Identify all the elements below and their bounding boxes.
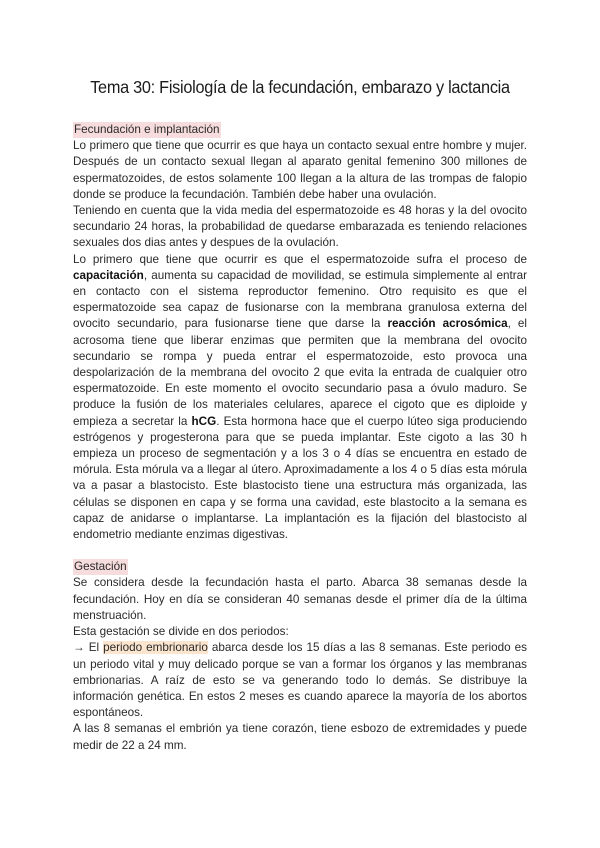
- text-run: , el acrosoma tiene que liberar enzimas que permiten que la membrana del ovocito secundario se rompa y pueda entrar el espermatozoide, esto provoca una despolarización de la membrana del ovocito 2 que evita la entrada de cualquier otro espermatozoide. En este momento el ovocito secundario pasa a óvulo maduro. Se produce la fusión de los materiales celulares, aparece el cigoto que es diploide y empieza a secretar la: [73, 317, 527, 428]
- paragraph-capacitacion: [73, 252, 527, 544]
- arrow-text: → El: [73, 641, 104, 655]
- section-heading-fecundacion: Fecundación e implantación: [73, 122, 221, 138]
- paragraph-periodos: Esta gestación se divide en dos periodos:: [73, 625, 289, 639]
- bold-term-reaccion-acrosomica: reacción acrosómica: [387, 317, 508, 331]
- paragraph-ocho-semanas: A las 8 semanas el embrión ya tiene corazón, tiene esbozo de extremidades y puede medir de 22 a 24 mm.: [73, 722, 527, 752]
- bold-term-hcg: hCG: [191, 414, 217, 428]
- paragraph-gestacion-definicion: Se considera desde la fecundación hasta el parto. Abarca 38 semanas desde la fecundación. Hoy en día se consideran 40 semanas desde el primer día de la última menstruación.: [73, 576, 527, 622]
- document-body: [73, 122, 527, 754]
- section-heading-gestacion: Gestación: [73, 559, 128, 575]
- text-run: , aumenta su capacidad de movilidad, se estimula simplemente al entrar en contacto con el sistema reproductor femenino. Otro requisito es que el espermatozoide sea capaz de fusionarse con la membrana granulosa externa del ovocito secundario, para fusionarse tiene que darse la: [73, 268, 527, 331]
- text-run: Lo primero que tiene que ocurrir es que el espermatozoide sufra el proceso de: [73, 252, 527, 266]
- text-run: abarca desde los 15 días a las 8 semanas. Este periodo es un periodo vital y muy delicado porque se van a formar los órganos y las membranas embrionarias. A raíz de esto se va generando todo lo demás. Se distribuye la información genética. En estos 2 meses es cuando aparece la mayoría de los abortos espontáneos.: [73, 641, 528, 720]
- bold-term-capacitacion: capacitación: [73, 268, 144, 282]
- paragraph-contacto-sexual: Lo primero que tiene que ocurrir es que haya un contacto sexual entre hombre y mujer. Después de un contacto sexual llegan al aparato genital femenino 300 millones de espermatozoides, de estos solamente 100 llegan a la altura de las trompas de falopio donde se produce la fecundación. También debe haber una ovulación.: [73, 139, 527, 201]
- section-spacer: [73, 543, 527, 559]
- paragraph-periodo-embrionario: [73, 640, 527, 721]
- highlight-periodo-embrionario: periodo embrionario: [103, 641, 208, 655]
- text-run: . Esta hormona hace que el cuerpo lúteo siga produciendo estrógenos y progesterona para que se pueda implantar. Este cigoto a las 30 h empieza un proceso de segmentación y a los 3 o 4 días se encuentra en estado de mórula. Esta mórula va a llegar al útero. Aproximadamente a los 4 o 5 días esta mórula va a pasar a blastocisto. Este blastocisto tiene una estructura más organizada, las células se disponen en capa y se forma una cavidad, este blastocito a la semana es capaz de anidarse o implantarse. La implantación es la fijación del blastocisto al endometrio mediante enzimas digestivas.: [73, 414, 528, 542]
- page-title: Tema 30: Fisiología de la fecundación, embarazo y lactancia: [90, 77, 510, 97]
- paragraph-vida-media: Teniendo en cuenta que la vida media del espermatozoide es 48 horas y la del ovocito secundario 24 horas, la probabilidad de quedarse embarazada es teniendo relaciones sexuales dos dias antes y despues de la ovulación.: [73, 204, 527, 250]
